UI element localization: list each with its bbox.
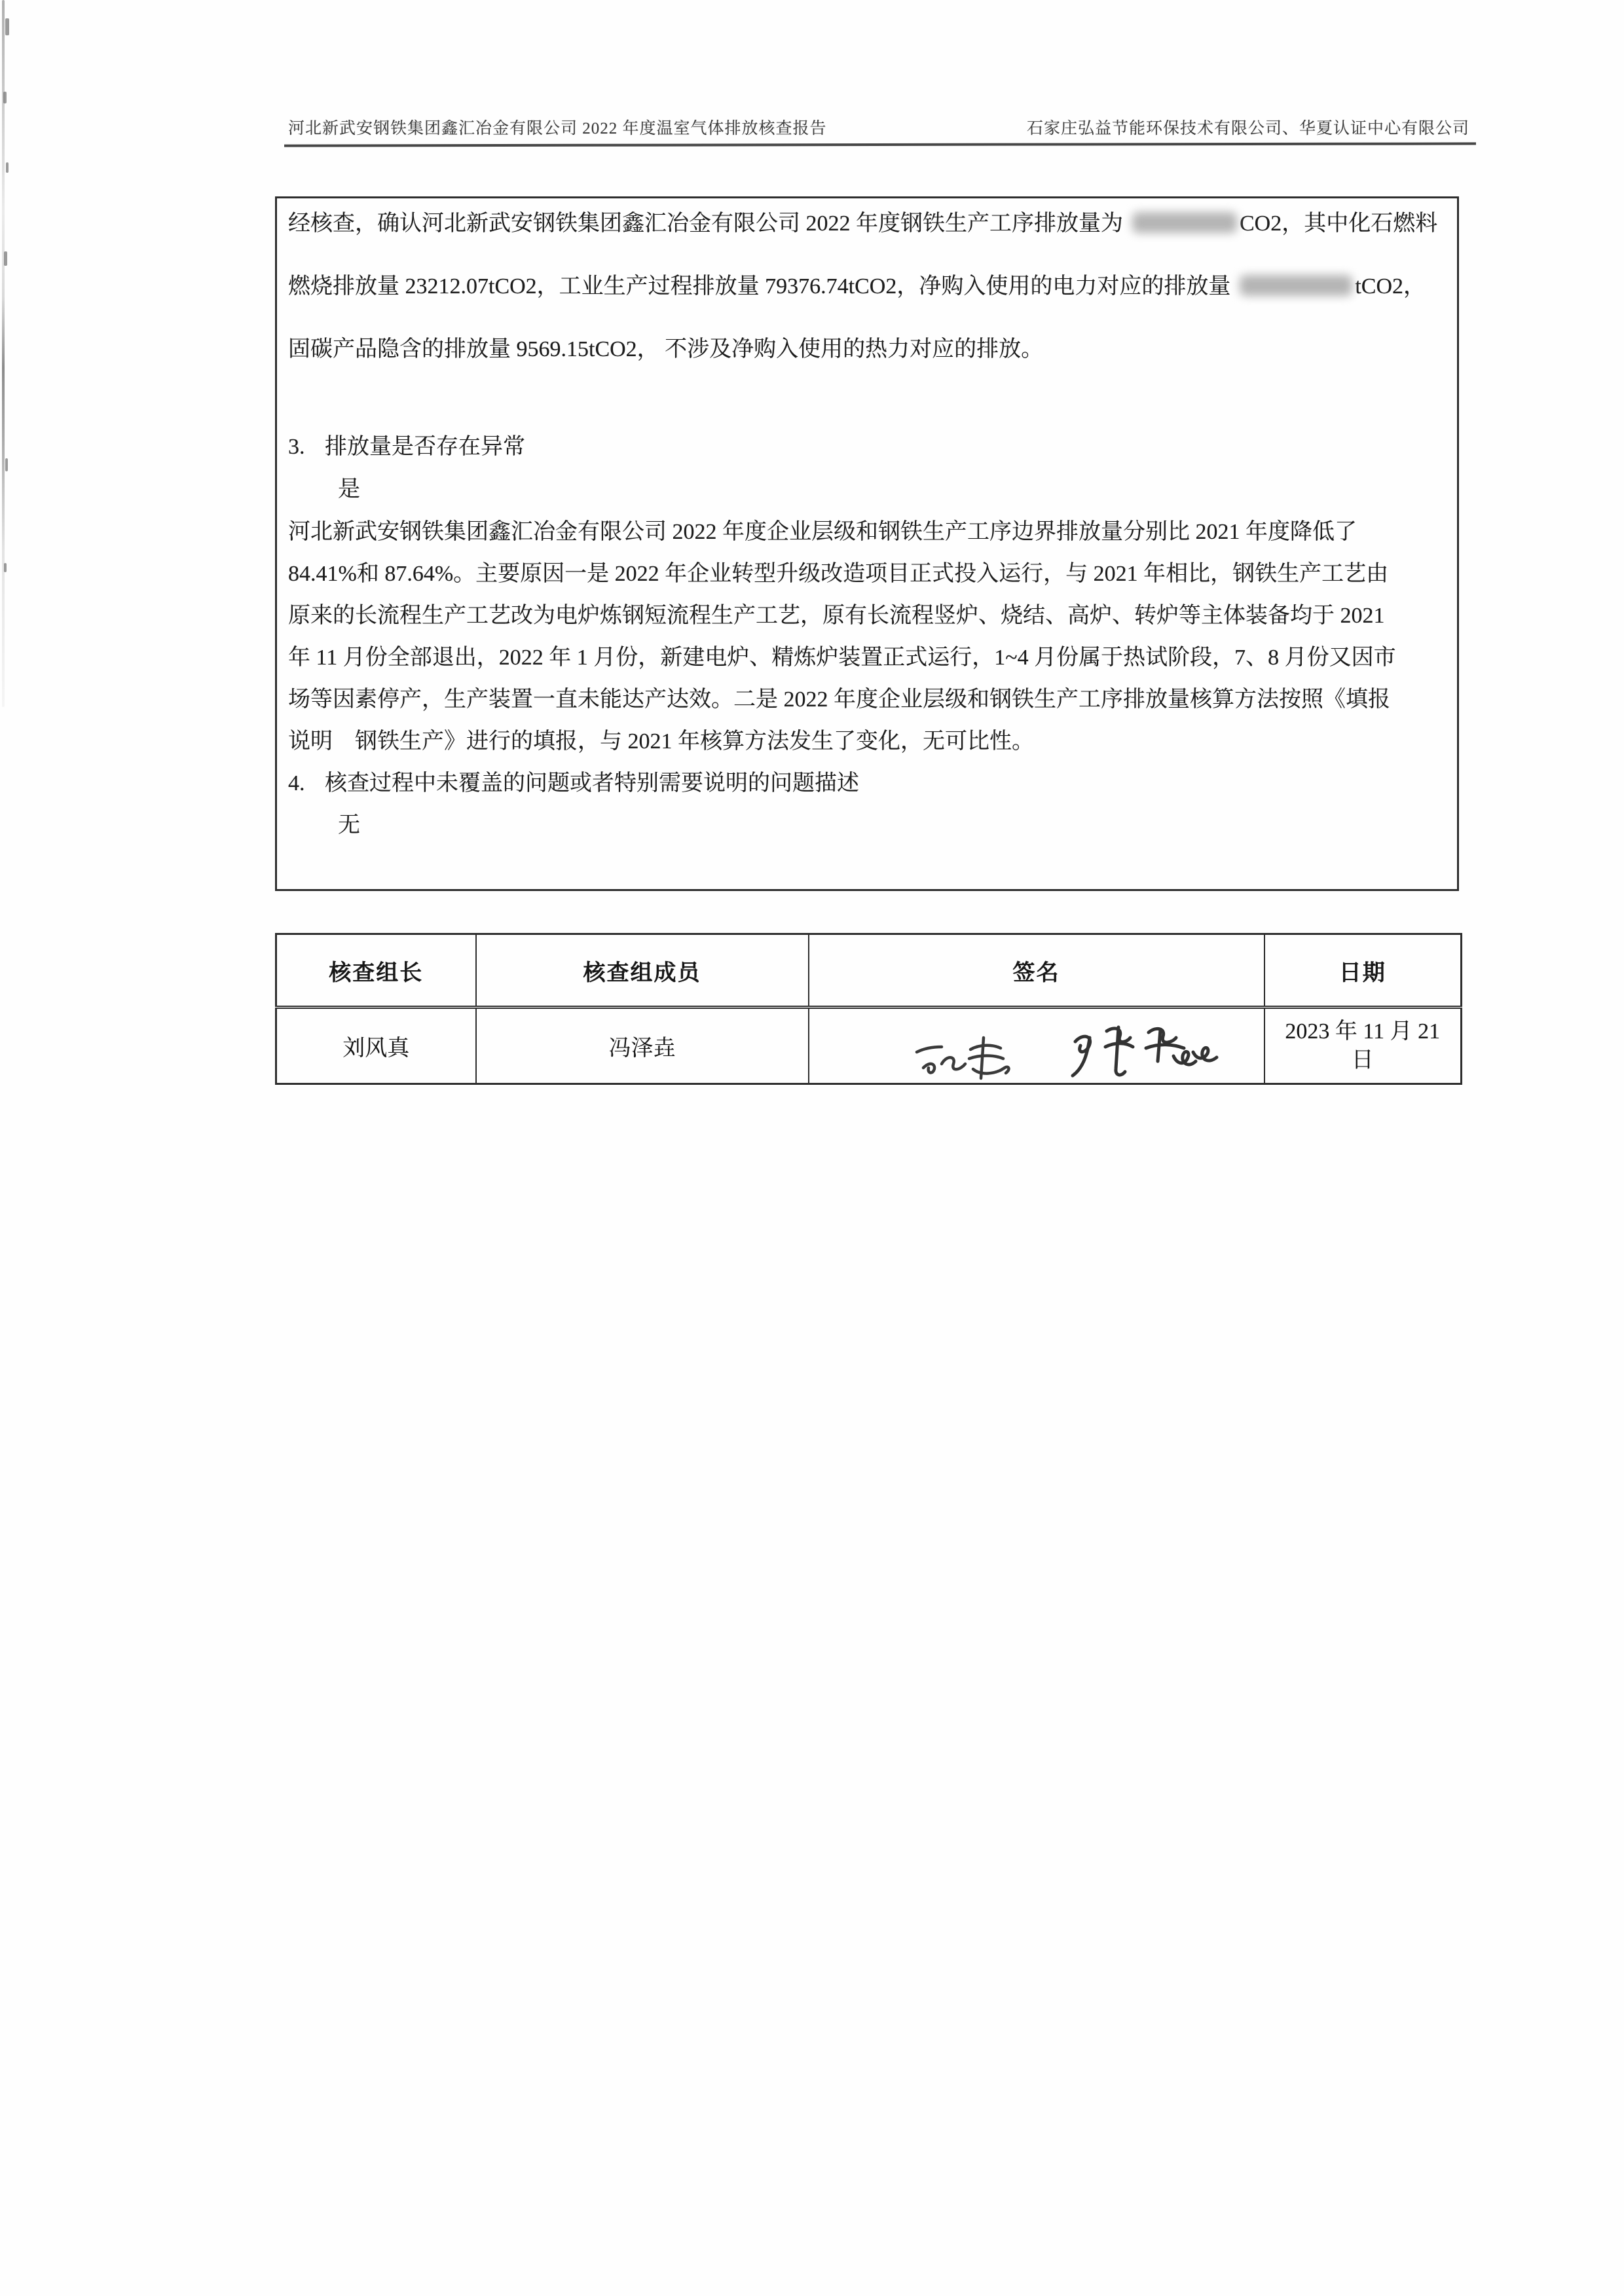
team-leader-name: 刘风真 [276,1008,476,1084]
question-3-title: 排放量是否存在异常 [325,435,525,459]
redacted-total-emission-value [1132,212,1237,233]
scan-artifact [4,251,7,266]
col-header-date: 日期 [1264,934,1462,1008]
date-cell [1264,1008,1462,1084]
date-text-line1: 2023 年 11 月 21 [1285,1019,1441,1044]
col-header-signature: 签名 [809,934,1264,1008]
box-text-line [288,209,1450,239]
box-text-line: 年 11 月份全部退出，2022 年 1 月份，新建电炉、精炼炉装置正式运行，1~4 月份属于热试阶段，7、8 月份又因市 [288,646,1396,670]
list-number: 4. [288,771,305,795]
page-header-right-title: 石家庄弘益节能环保技术有限公司、华夏认证中心有限公司 [1026,120,1469,137]
box-text-line: 河北新武安钢铁集团鑫汇冶金有限公司 2022 年度企业层级和钢铁生产工序边界排放量分别比 2021 年度降低了 [288,520,1357,544]
scan-artifact [2,0,5,707]
box-text-line: 原来的长流程生产工艺改为电炉炼钢短流程生产工艺，原有长流程竖炉、烧结、高炉、转炉等主体装备均于 2021 [288,604,1385,628]
text-segment: 经核查，确认河北新武安钢铁集团鑫汇冶金有限公司 2022 年度钢铁生产工序排放量为 [288,211,1123,236]
question-3-line [288,432,1450,462]
scan-artifact [5,18,9,35]
signature-table [275,933,1462,1085]
text-segment: 燃烧排放量 23212.07tCO2，工业生产过程排放量 79376.74tCO2，净购入使用的电力对应的排放量 [288,274,1231,299]
leader-signature-image [908,1027,1019,1089]
scan-artifact [5,458,8,471]
date-text-line2: 日 [1351,1048,1374,1072]
signature-cell [809,1008,1264,1084]
scan-artifact [3,92,7,103]
question-4-answer: 无 [338,813,360,837]
question-4-title: 核查过程中未覆盖的问题或者特别需要说明的问题描述 [325,771,859,795]
box-text-line: 说明 钢铁生产》进行的填报，与 2021 年核算方法发生了变化，无可比性。 [288,729,1034,754]
question-4-line [288,769,1450,799]
box-text-line: 84.41%和 87.64%。主要原因一是 2022 年企业转型升级改造项目正式投入运行，与 2021 年相比，钢铁生产工艺由 [288,562,1389,586]
box-text-line [288,272,1450,302]
member-signature-image [1063,1014,1227,1093]
verification-summary-box [275,196,1459,891]
page-header-left-title: 河北新武安钢铁集团鑫汇冶金有限公司 2022 年度温室气体排放核查报告 [288,120,827,137]
scan-artifact [4,563,7,572]
text-segment: CO2，其中化石燃料 [1240,211,1438,236]
scan-artifact [6,162,9,173]
signature-table-header-row [276,934,1462,1008]
header-divider-line [284,142,1476,147]
col-header-team-members: 核查组成员 [476,934,809,1008]
team-member-name: 冯泽垚 [476,1008,809,1084]
box-text-line: 场等因素停产，生产装置一直未能达产达效。二是 2022 年度企业层级和钢铁生产工序排放量核算方法按照《填报 [288,687,1390,712]
redacted-electricity-emission-value [1240,275,1352,296]
box-text-line: 固碳产品隐含的排放量 9569.15tCO2， 不涉及净购入使用的热力对应的排放。 [288,337,1044,361]
col-header-team-leader: 核查组长 [276,934,476,1008]
list-number: 3. [288,435,305,459]
question-3-answer: 是 [338,477,360,501]
text-segment: tCO2， [1355,274,1426,299]
signature-table-data-row [276,1008,1462,1084]
